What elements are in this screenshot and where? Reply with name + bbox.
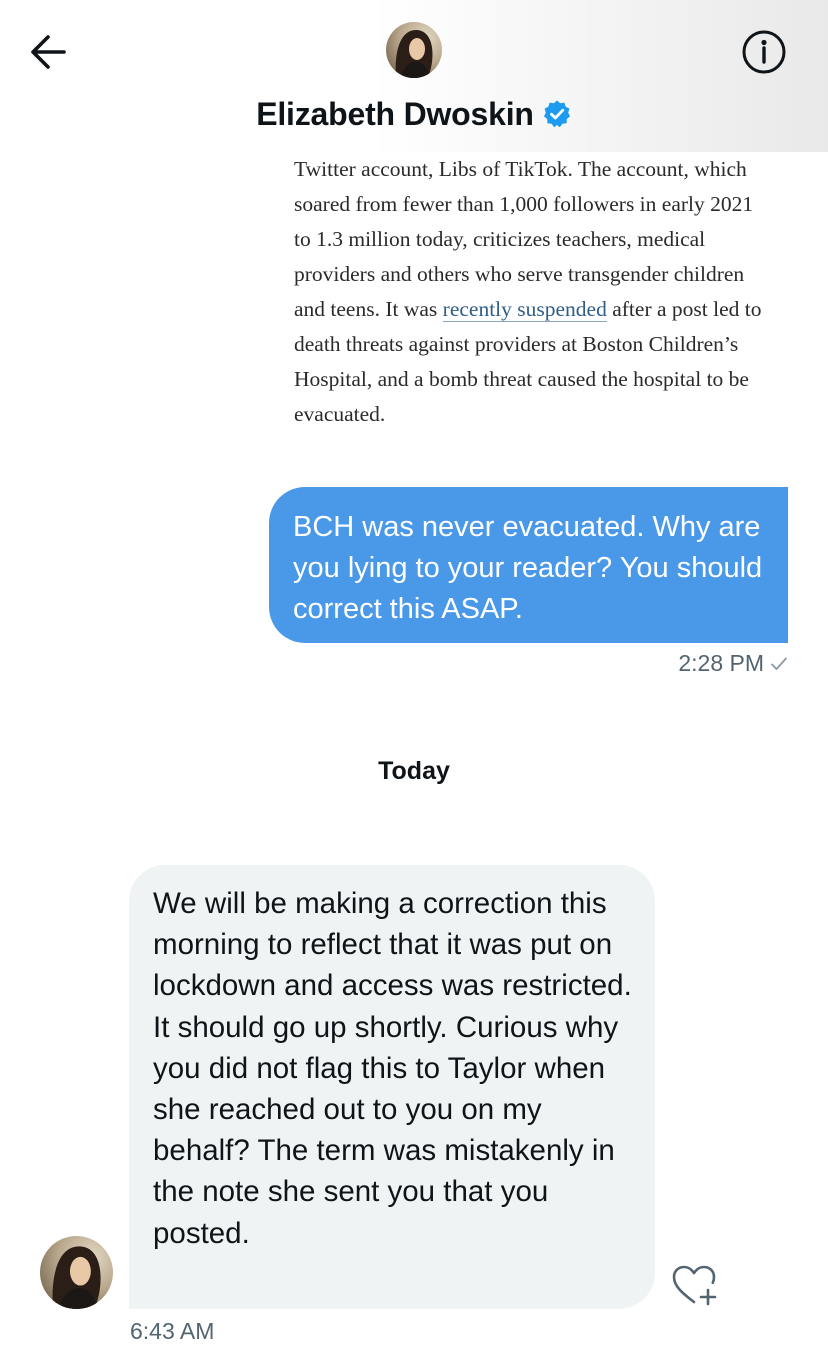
avatar[interactable] — [386, 22, 442, 78]
profile-photo — [40, 1236, 113, 1309]
contact-name-text: Elizabeth Dwoskin — [256, 96, 534, 132]
day-divider: Today — [378, 757, 450, 785]
received-message-time: 6:43 AM — [130, 1318, 215, 1344]
article-text-before: Twitter account, Libs of TikTok. The account, which soared from fewer than 1,000 followers in early 2021 to 1.3 million today, criticizes teachers, medical providers and others who serve transgender children and teens. It was — [294, 157, 754, 321]
contact-name[interactable] — [0, 96, 828, 137]
received-message-text: We will be making a correction this morning to reflect that it was put on lockdown and access was restricted. It should go up shortly. Curious why you did not flag this to Taylor when she reached out to you on my behalf? The term was mistakenly in the note she sent you that you posted. — [153, 887, 632, 1250]
article-excerpt — [294, 152, 764, 432]
profile-photo — [386, 22, 442, 78]
article-link: recently suspended — [442, 297, 607, 321]
sent-message-meta — [560, 650, 788, 677]
received-message-bubble[interactable] — [129, 865, 655, 1309]
sender-avatar[interactable] — [40, 1236, 113, 1309]
verified-badge-icon — [542, 99, 572, 137]
arrow-left-icon — [22, 26, 74, 78]
info-circle-icon — [740, 28, 788, 76]
article-text-after: after a post led to death threats against providers at Boston Children’s Hospital, and a bomb threat caused the hospital to be evacuated. — [294, 297, 762, 426]
heart-plus-icon — [670, 1262, 722, 1308]
checkmark-icon — [770, 650, 788, 676]
sent-message-time: 2:28 PM — [678, 650, 764, 676]
sent-message-bubble[interactable] — [269, 487, 788, 643]
conversation-info-button[interactable] — [740, 28, 788, 76]
sent-message-text: BCH was never evacuated. Why are you lying to your reader? You should correct this ASAP. — [293, 511, 763, 625]
add-reaction-button[interactable] — [670, 1262, 722, 1308]
shared-article-screenshot[interactable] — [280, 152, 780, 470]
conversation-header — [0, 0, 828, 152]
back-button[interactable] — [22, 26, 74, 78]
